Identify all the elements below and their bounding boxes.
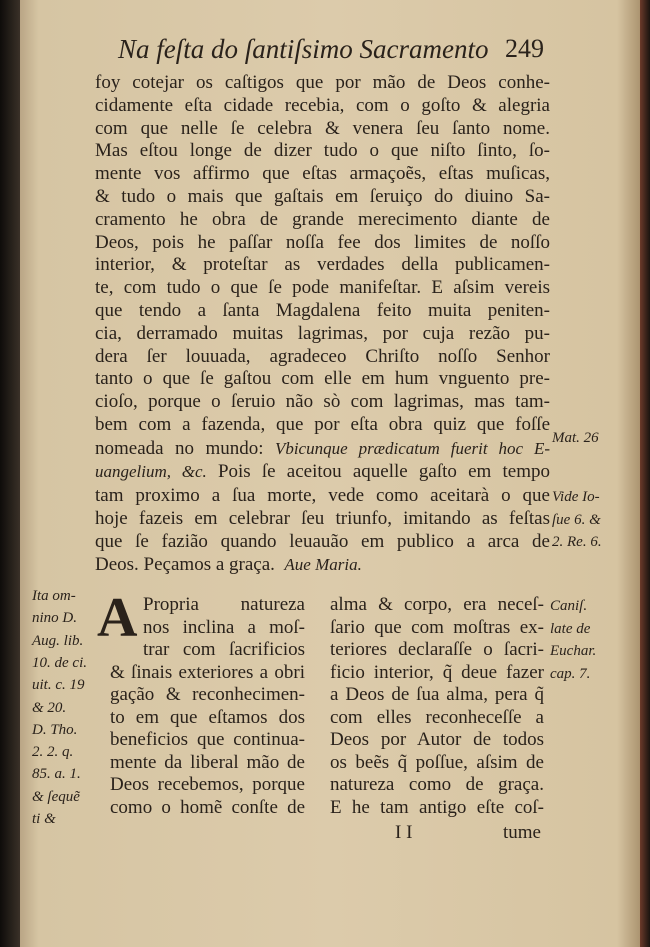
column-line: Deos por Autor de todos	[330, 729, 544, 750]
margin-note: late de	[550, 620, 591, 637]
body-line: bem com a fazenda, que por eſta obra quiz que foſſe	[95, 414, 550, 435]
margin-note: Ita om-	[32, 588, 76, 604]
column-line: & ſinais exteriores a obri	[110, 661, 305, 683]
column-line: beneficios que continua-	[110, 729, 305, 750]
margin-note: Mat. 26	[552, 430, 599, 446]
book-gutter-left	[0, 0, 20, 947]
column-line: E he tam antigo eſte coſ-	[330, 796, 544, 818]
margin-note: cap. 7.	[550, 665, 591, 682]
column-line: ficio interior, q̃ deue fazer	[330, 661, 544, 683]
latin-quote: Vbicunque prædicatum fuerit hoc E-	[274, 439, 551, 458]
body-line: tanto o que ſe gaſtou com elle em hum vnguento pre-	[95, 368, 550, 390]
signature-mark: I I	[395, 822, 413, 843]
margin-note: Euchar.	[550, 643, 597, 659]
text: Deos. Peçamos a graça.	[95, 554, 275, 575]
column-line: trar com ſacrificios	[143, 639, 305, 660]
page-number: 249	[505, 34, 544, 63]
book-edge-right	[640, 0, 650, 947]
margin-note: 2. Re. 6.	[552, 534, 602, 550]
body-line-latin	[95, 438, 550, 460]
catchword: tume	[503, 822, 541, 843]
margin-note: nino D.	[32, 610, 77, 627]
margin-note: 2. 2. q.	[32, 744, 74, 761]
margin-note: Caniſ.	[550, 598, 588, 614]
margin-note: & ſequẽ	[32, 788, 80, 805]
body-line: & tudo o mais que gaſtais em ſeruiço do diuino Sa-	[95, 186, 550, 207]
margin-note: & 20.	[32, 699, 67, 716]
body-line-latin2	[95, 461, 550, 483]
text: Pois ſe aceitou aquelle gaſto em tempo	[206, 461, 551, 482]
margin-note: Aug. lib.	[32, 632, 84, 649]
last-line	[95, 554, 362, 576]
text: nomeada no mundo:	[95, 438, 275, 459]
column-line: teriores declaraſſe o ſacri-	[330, 639, 544, 660]
column-line: mente da liberal mão de	[110, 751, 305, 773]
body-line: Mas eſtou longe de dizer tudo o que niſto ſinto, ſo-	[95, 140, 550, 162]
body-line: hoje fazeis em celebrar ſeu triunfo, imitando as feſtas	[95, 507, 550, 529]
column-line: como o homẽ conſte de	[110, 796, 305, 818]
body-line: interior, & proteſtar as verdades della publicamen-	[95, 254, 550, 276]
body-line: tam proximo a ſua morte, vede como aceitarà o que	[95, 485, 550, 506]
column-line: gação & reconhecimen-	[110, 684, 305, 705]
column-line: com elles reconheceſſe a	[330, 706, 544, 728]
margin-note: ti &	[32, 811, 56, 827]
body-line: cioſo, porque o ſeruio não sò com lagrimas, mas tam-	[95, 391, 550, 413]
margin-note: 10. de ci.	[32, 654, 87, 671]
column-line: alma & corpo, era neceſ-	[330, 594, 544, 615]
column-line: Propria natureza	[143, 594, 305, 615]
body-line: cramento he obra de grande merecimento diante de	[95, 208, 550, 230]
margin-note: D. Tho.	[32, 721, 78, 738]
body-line: mente vos affirmo que eſtas armaçoẽs, eſtas muſicas,	[95, 163, 550, 185]
margin-note: 85. a. 1.	[32, 766, 81, 783]
body-line: que ſe fazião quando leuauão em publico a arca de	[95, 530, 550, 552]
column-line: to em que eſtamos dos	[110, 706, 305, 728]
body-line: dera ſer louuada, agradeceo Chriſto noſſo Senhor	[95, 345, 550, 367]
body-line: foy cotejar os caſtigos que por mão de Deos conhe-	[95, 72, 550, 93]
body-line: que tendo a ſanta Magdalena feito muita peniten-	[95, 300, 550, 321]
column-line: os beẽs q̃ poſſue, aſsim de	[330, 751, 544, 773]
column-line: natureza como de graça.	[330, 774, 544, 795]
latin-quote: uangelium, &c.	[95, 462, 207, 481]
column-line: nos inclina a moſ-	[143, 616, 305, 638]
column-line: ſario que com moſtras ex-	[330, 616, 544, 638]
body-line: cidamente eſta cidade recebia, com o goſto & alegria	[95, 94, 550, 116]
body-line: Deos, pois he paſſar noſſa fee dos limites de noſſo	[95, 231, 550, 253]
ave-maria: Aue Maria.	[284, 555, 362, 574]
drop-cap: A	[97, 587, 138, 649]
margin-note: ſue 6. &	[552, 512, 601, 528]
body-line: cia, derramado muitas lagrimas, por cuja rezão pu-	[95, 322, 550, 344]
body-line: com que nelle ſe celebra & venera ſeu ſanto nome.	[95, 117, 550, 139]
running-header: Na feſta do ſantiſsimo Sacramento	[118, 34, 489, 64]
body-line: te, com tudo o que ſe pode manifeſtar. E aſsim vereis	[95, 277, 550, 299]
margin-note: uit. c. 19	[32, 677, 85, 694]
column-line: Deos recebemos, porque	[110, 774, 305, 795]
column-line: a Deos de ſua alma, pera q̃	[330, 684, 544, 705]
margin-note: Vide Io-	[552, 489, 600, 505]
